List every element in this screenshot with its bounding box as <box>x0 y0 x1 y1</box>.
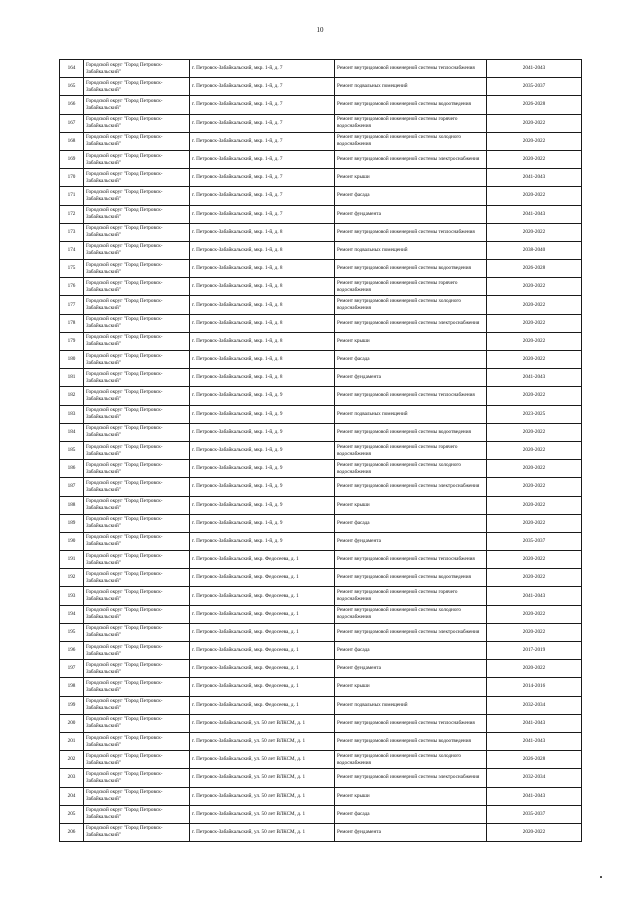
table-row <box>60 478 582 496</box>
period-cell: 2020-2022 <box>487 314 582 332</box>
municipality-cell: Городской округ "Город Петровск-Забайкальский" <box>84 132 190 150</box>
table-row <box>60 187 582 205</box>
address-cell: г. Петровск-Забайкальский, мкр. 1-й, д. 8 <box>190 241 335 259</box>
address-cell: г. Петровск-Забайкальский, мкр. 1-й, д. 7 <box>190 114 335 132</box>
municipality-cell: Городской округ "Город Петровск-Забайкальский" <box>84 314 190 332</box>
period-cell: 2020-2022 <box>487 496 582 514</box>
municipality-cell: Городской округ "Город Петровск-Забайкальский" <box>84 96 190 114</box>
row-number-cell: 187 <box>60 478 84 496</box>
address-cell: г. Петровск-Забайкальский, мкр. 1-й, д. 8 <box>190 332 335 350</box>
period-cell: 2020-2022 <box>487 551 582 569</box>
address-cell: г. Петровск-Забайкальский, мкр. 1-й, д. 9 <box>190 532 335 550</box>
table-row <box>60 332 582 350</box>
table-row <box>60 569 582 587</box>
row-number-cell: 178 <box>60 314 84 332</box>
row-number-cell: 179 <box>60 332 84 350</box>
work-type-cell: Ремонт фасада <box>335 642 487 660</box>
municipality-cell: Городской округ "Город Петровск-Забайкальский" <box>84 696 190 714</box>
row-number-cell: 200 <box>60 714 84 732</box>
row-number-cell: 190 <box>60 532 84 550</box>
period-cell: 2041-2043 <box>487 587 582 605</box>
table-row <box>60 532 582 550</box>
table-row <box>60 423 582 441</box>
municipality-cell: Городской округ "Город Петровск-Забайкальский" <box>84 496 190 514</box>
municipality-cell: Городской округ "Город Петровск-Забайкальский" <box>84 569 190 587</box>
row-number-cell: 172 <box>60 205 84 223</box>
table-row <box>60 514 582 532</box>
address-cell: г. Петровск-Забайкальский, ул. 50 лет ВЛКСМ, д. 1 <box>190 787 335 805</box>
period-cell: 2020-2022 <box>487 514 582 532</box>
period-cell: 2020-2022 <box>487 605 582 623</box>
address-cell: г. Петровск-Забайкальский, мкр. 1-й, д. 7 <box>190 187 335 205</box>
table-row <box>60 751 582 769</box>
municipality-cell: Городской округ "Город Петровск-Забайкальский" <box>84 551 190 569</box>
municipality-cell: Городской округ "Город Петровск-Забайкальский" <box>84 478 190 496</box>
address-cell: г. Петровск-Забайкальский, мкр. 1-й, д. 9 <box>190 387 335 405</box>
work-type-cell: Ремонт внутридомовой инженерной системы теплоснабжения <box>335 551 487 569</box>
municipality-cell: Городской округ "Город Петровск-Забайкальский" <box>84 823 190 841</box>
work-type-cell: Ремонт подвальных помещений <box>335 78 487 96</box>
address-cell: г. Петровск-Забайкальский, мкр. 1-й, д. 9 <box>190 514 335 532</box>
municipality-cell: Городской округ "Город Петровск-Забайкальский" <box>84 423 190 441</box>
work-type-cell: Ремонт внутридомовой инженерной системы теплоснабжения <box>335 387 487 405</box>
address-cell: г. Петровск-Забайкальский, мкр. 1-й, д. 7 <box>190 150 335 168</box>
row-number-cell: 189 <box>60 514 84 532</box>
period-cell: 2020-2022 <box>487 223 582 241</box>
address-cell: г. Петровск-Забайкальский, мкр. Федосеева, д. 1 <box>190 587 335 605</box>
address-cell: г. Петровск-Забайкальский, мкр. 1-й, д. 8 <box>190 260 335 278</box>
period-cell: 2035-2037 <box>487 805 582 823</box>
address-cell: г. Петровск-Забайкальский, мкр. Федосеева, д. 1 <box>190 660 335 678</box>
row-number-cell: 171 <box>60 187 84 205</box>
work-type-cell: Ремонт крыши <box>335 332 487 350</box>
work-type-cell: Ремонт внутридомовой инженерной системы теплоснабжения <box>335 223 487 241</box>
municipality-cell: Городской округ "Город Петровск-Забайкальский" <box>84 205 190 223</box>
work-type-cell: Ремонт внутридомовой инженерной системы теплоснабжения <box>335 60 487 78</box>
work-type-cell: Ремонт внутридомовой инженерной системы водоотведения <box>335 732 487 750</box>
address-cell: г. Петровск-Забайкальский, мкр. 1-й, д. 9 <box>190 405 335 423</box>
table-row <box>60 405 582 423</box>
period-cell: 2020-2022 <box>487 132 582 150</box>
table-row <box>60 150 582 168</box>
table-row <box>60 278 582 296</box>
municipality-cell: Городской округ "Город Петровск-Забайкальский" <box>84 351 190 369</box>
municipality-cell: Городской округ "Город Петровск-Забайкальский" <box>84 805 190 823</box>
row-number-cell: 191 <box>60 551 84 569</box>
address-cell: г. Петровск-Забайкальский, ул. 50 лет ВЛКСМ, д. 1 <box>190 732 335 750</box>
address-cell: г. Петровск-Забайкальский, мкр. 1-й, д. 8 <box>190 369 335 387</box>
row-number-cell: 188 <box>60 496 84 514</box>
municipality-cell: Городской округ "Город Петровск-Забайкальский" <box>84 78 190 96</box>
row-number-cell: 195 <box>60 623 84 641</box>
table-row <box>60 223 582 241</box>
row-number-cell: 206 <box>60 823 84 841</box>
work-type-cell: Ремонт внутридомовой инженерной системы водоотведения <box>335 96 487 114</box>
table-row <box>60 623 582 641</box>
work-type-cell: Ремонт внутридомовой инженерной системы теплоснабжения <box>335 714 487 732</box>
table-row <box>60 441 582 459</box>
municipality-cell: Городской округ "Город Петровск-Забайкальский" <box>84 260 190 278</box>
row-number-cell: 176 <box>60 278 84 296</box>
address-cell: г. Петровск-Забайкальский, мкр. 1-й, д. 7 <box>190 60 335 78</box>
period-cell: 2020-2022 <box>487 187 582 205</box>
period-cell: 2020-2022 <box>487 278 582 296</box>
municipality-cell: Городской округ "Город Петровск-Забайкальский" <box>84 405 190 423</box>
table-row <box>60 387 582 405</box>
row-number-cell: 175 <box>60 260 84 278</box>
row-number-cell: 165 <box>60 78 84 96</box>
address-cell: г. Петровск-Забайкальский, ул. 50 лет ВЛКСМ, д. 1 <box>190 805 335 823</box>
row-number-cell: 173 <box>60 223 84 241</box>
work-type-cell: Ремонт внутридомовой инженерной системы холодного водоснабжения <box>335 751 487 769</box>
work-type-cell: Ремонт внутридомовой инженерной системы электроснабжения <box>335 478 487 496</box>
address-cell: г. Петровск-Забайкальский, ул. 50 лет ВЛКСМ, д. 1 <box>190 823 335 841</box>
address-cell: г. Петровск-Забайкальский, мкр. 1-й, д. 7 <box>190 96 335 114</box>
period-cell: 2032-2034 <box>487 769 582 787</box>
address-cell: г. Петровск-Забайкальский, ул. 50 лет ВЛКСМ, д. 1 <box>190 751 335 769</box>
table-row <box>60 660 582 678</box>
period-cell: 2020-2022 <box>487 441 582 459</box>
work-type-cell: Ремонт фундамента <box>335 205 487 223</box>
address-cell: г. Петровск-Забайкальский, мкр. 1-й, д. 7 <box>190 205 335 223</box>
row-number-cell: 204 <box>60 787 84 805</box>
municipality-cell: Городской округ "Город Петровск-Забайкальский" <box>84 605 190 623</box>
row-number-cell: 167 <box>60 114 84 132</box>
table-row <box>60 805 582 823</box>
period-cell: 2026-2028 <box>487 96 582 114</box>
table-row <box>60 205 582 223</box>
row-number-cell: 202 <box>60 751 84 769</box>
work-type-cell: Ремонт внутридомовой инженерной системы водоотведения <box>335 260 487 278</box>
work-type-cell: Ремонт внутридомовой инженерной системы холодного водоснабжения <box>335 132 487 150</box>
address-cell: г. Петровск-Забайкальский, мкр. 1-й, д. 7 <box>190 132 335 150</box>
address-cell: г. Петровск-Забайкальский, мкр. 1-й, д. 9 <box>190 496 335 514</box>
period-cell: 2020-2022 <box>487 423 582 441</box>
period-cell: 2020-2022 <box>487 478 582 496</box>
municipality-cell: Городской округ "Город Петровск-Забайкальский" <box>84 732 190 750</box>
period-cell: 2041-2043 <box>487 369 582 387</box>
period-cell: 2023-2025 <box>487 405 582 423</box>
address-cell: г. Петровск-Забайкальский, мкр. Федосеева, д. 1 <box>190 623 335 641</box>
scan-speck <box>600 876 602 878</box>
municipality-cell: Городской округ "Город Петровск-Забайкальский" <box>84 623 190 641</box>
period-cell: 2014-2016 <box>487 678 582 696</box>
address-cell: г. Петровск-Забайкальский, мкр. Федосеева, д. 1 <box>190 642 335 660</box>
work-type-cell: Ремонт внутридомовой инженерной системы водоотведения <box>335 569 487 587</box>
municipality-cell: Городской округ "Город Петровск-Забайкальский" <box>84 787 190 805</box>
period-cell: 2041-2043 <box>487 205 582 223</box>
period-cell: 2041-2043 <box>487 169 582 187</box>
work-type-cell: Ремонт внутридомовой инженерной системы электроснабжения <box>335 150 487 168</box>
address-cell: г. Петровск-Забайкальский, мкр. 1-й, д. 9 <box>190 460 335 478</box>
row-number-cell: 166 <box>60 96 84 114</box>
address-cell: г. Петровск-Забайкальский, мкр. 1-й, д. 8 <box>190 223 335 241</box>
municipality-cell: Городской округ "Город Петровск-Забайкальский" <box>84 441 190 459</box>
row-number-cell: 198 <box>60 678 84 696</box>
work-type-cell: Ремонт фасада <box>335 187 487 205</box>
row-number-cell: 196 <box>60 642 84 660</box>
row-number-cell: 169 <box>60 150 84 168</box>
municipality-cell: Городской округ "Город Петровск-Забайкальский" <box>84 223 190 241</box>
work-type-cell: Ремонт фундамента <box>335 660 487 678</box>
table-row <box>60 60 582 78</box>
work-type-cell: Ремонт внутридомовой инженерной системы горячего водоснабжения <box>335 441 487 459</box>
municipality-cell: Городской округ "Город Петровск-Забайкальский" <box>84 587 190 605</box>
period-cell: 2035-2037 <box>487 532 582 550</box>
work-type-cell: Ремонт фундамента <box>335 369 487 387</box>
work-type-cell: Ремонт внутридомовой инженерной системы электроснабжения <box>335 769 487 787</box>
row-number-cell: 182 <box>60 387 84 405</box>
table-row <box>60 714 582 732</box>
work-type-cell: Ремонт подвальных помещений <box>335 696 487 714</box>
address-cell: г. Петровск-Забайкальский, мкр. Федосеева, д. 1 <box>190 569 335 587</box>
work-type-cell: Ремонт крыши <box>335 169 487 187</box>
row-number-cell: 164 <box>60 60 84 78</box>
work-type-cell: Ремонт фасада <box>335 805 487 823</box>
municipality-cell: Городской округ "Город Петровск-Забайкальский" <box>84 60 190 78</box>
row-number-cell: 192 <box>60 569 84 587</box>
table-row <box>60 78 582 96</box>
address-cell: г. Петровск-Забайкальский, мкр. 1-й, д. 8 <box>190 314 335 332</box>
period-cell: 2017-2019 <box>487 642 582 660</box>
repair-schedule-table <box>59 59 582 842</box>
municipality-cell: Городской округ "Город Петровск-Забайкальский" <box>84 278 190 296</box>
municipality-cell: Городской округ "Город Петровск-Забайкальский" <box>84 387 190 405</box>
period-cell: 2041-2043 <box>487 60 582 78</box>
row-number-cell: 203 <box>60 769 84 787</box>
table-row <box>60 260 582 278</box>
period-cell: 2020-2022 <box>487 332 582 350</box>
work-type-cell: Ремонт крыши <box>335 678 487 696</box>
period-cell: 2020-2022 <box>487 296 582 314</box>
table-row <box>60 678 582 696</box>
municipality-cell: Городской округ "Город Петровск-Забайкальский" <box>84 660 190 678</box>
table-row <box>60 587 582 605</box>
work-type-cell: Ремонт подвальных помещений <box>335 241 487 259</box>
municipality-cell: Городской округ "Город Петровск-Забайкальский" <box>84 532 190 550</box>
row-number-cell: 181 <box>60 369 84 387</box>
table-row <box>60 769 582 787</box>
period-cell: 2020-2022 <box>487 114 582 132</box>
period-cell: 2026-2028 <box>487 751 582 769</box>
address-cell: г. Петровск-Забайкальский, мкр. Федосеева, д. 1 <box>190 551 335 569</box>
table-row <box>60 369 582 387</box>
period-cell: 2041-2043 <box>487 787 582 805</box>
table-row <box>60 296 582 314</box>
row-number-cell: 184 <box>60 423 84 441</box>
period-cell: 2026-2028 <box>487 260 582 278</box>
period-cell: 2038-2040 <box>487 241 582 259</box>
address-cell: г. Петровск-Забайкальский, мкр. 1-й, д. 7 <box>190 169 335 187</box>
row-number-cell: 193 <box>60 587 84 605</box>
address-cell: г. Петровск-Забайкальский, мкр. 1-й, д. 9 <box>190 441 335 459</box>
period-cell: 2020-2022 <box>487 150 582 168</box>
municipality-cell: Городской округ "Город Петровск-Забайкальский" <box>84 150 190 168</box>
address-cell: г. Петровск-Забайкальский, мкр. 1-й, д. 7 <box>190 78 335 96</box>
row-number-cell: 180 <box>60 351 84 369</box>
municipality-cell: Городской округ "Город Петровск-Забайкальский" <box>84 769 190 787</box>
municipality-cell: Городской округ "Город Петровск-Забайкальский" <box>84 332 190 350</box>
period-cell: 2020-2022 <box>487 460 582 478</box>
address-cell: г. Петровск-Забайкальский, мкр. 1-й, д. 8 <box>190 278 335 296</box>
municipality-cell: Городской округ "Город Петровск-Забайкальский" <box>84 369 190 387</box>
period-cell: 2032-2034 <box>487 696 582 714</box>
municipality-cell: Городской округ "Город Петровск-Забайкальский" <box>84 642 190 660</box>
address-cell: г. Петровск-Забайкальский, ул. 50 лет ВЛКСМ, д. 1 <box>190 714 335 732</box>
work-type-cell: Ремонт внутридомовой инженерной системы холодного водоснабжения <box>335 296 487 314</box>
row-number-cell: 197 <box>60 660 84 678</box>
work-type-cell: Ремонт фасада <box>335 514 487 532</box>
period-cell: 2020-2022 <box>487 660 582 678</box>
table-row <box>60 496 582 514</box>
municipality-cell: Городской округ "Город Петровск-Забайкальский" <box>84 241 190 259</box>
row-number-cell: 199 <box>60 696 84 714</box>
row-number-cell: 186 <box>60 460 84 478</box>
period-cell: 2020-2022 <box>487 351 582 369</box>
table-row <box>60 96 582 114</box>
table-row <box>60 132 582 150</box>
table-row <box>60 787 582 805</box>
address-cell: г. Петровск-Забайкальский, ул. 50 лет ВЛКСМ, д. 1 <box>190 769 335 787</box>
table-row <box>60 351 582 369</box>
table-row <box>60 460 582 478</box>
row-number-cell: 174 <box>60 241 84 259</box>
table-row <box>60 605 582 623</box>
row-number-cell: 185 <box>60 441 84 459</box>
address-cell: г. Петровск-Забайкальский, мкр. 1-й, д. 9 <box>190 423 335 441</box>
work-type-cell: Ремонт внутридомовой инженерной системы холодного водоснабжения <box>335 460 487 478</box>
municipality-cell: Городской округ "Город Петровск-Забайкальский" <box>84 296 190 314</box>
work-type-cell: Ремонт фундамента <box>335 823 487 841</box>
address-cell: г. Петровск-Забайкальский, мкр. 1-й, д. 8 <box>190 296 335 314</box>
address-cell: г. Петровск-Забайкальский, мкр. 1-й, д. 8 <box>190 351 335 369</box>
municipality-cell: Городской округ "Город Петровск-Забайкальский" <box>84 460 190 478</box>
table-row <box>60 823 582 841</box>
period-cell: 2035-2037 <box>487 78 582 96</box>
table-row <box>60 114 582 132</box>
municipality-cell: Городской округ "Город Петровск-Забайкальский" <box>84 714 190 732</box>
row-number-cell: 177 <box>60 296 84 314</box>
work-type-cell: Ремонт внутридомовой инженерной системы горячего водоснабжения <box>335 587 487 605</box>
table-row <box>60 551 582 569</box>
row-number-cell: 194 <box>60 605 84 623</box>
municipality-cell: Городской округ "Город Петровск-Забайкальский" <box>84 114 190 132</box>
municipality-cell: Городской округ "Город Петровск-Забайкальский" <box>84 169 190 187</box>
work-type-cell: Ремонт фундамента <box>335 532 487 550</box>
period-cell: 2041-2043 <box>487 714 582 732</box>
page-number: 10 <box>316 26 324 34</box>
municipality-cell: Городской округ "Город Петровск-Забайкальский" <box>84 678 190 696</box>
work-type-cell: Ремонт внутридомовой инженерной системы электроснабжения <box>335 623 487 641</box>
work-type-cell: Ремонт внутридомовой инженерной системы электроснабжения <box>335 314 487 332</box>
period-cell: 2020-2022 <box>487 623 582 641</box>
work-type-cell: Ремонт внутридомовой инженерной системы холодного водоснабжения <box>335 605 487 623</box>
table-row <box>60 696 582 714</box>
municipality-cell: Городской округ "Город Петровск-Забайкальский" <box>84 514 190 532</box>
row-number-cell: 201 <box>60 732 84 750</box>
table-row <box>60 241 582 259</box>
period-cell: 2020-2022 <box>487 823 582 841</box>
table-row <box>60 314 582 332</box>
work-type-cell: Ремонт крыши <box>335 787 487 805</box>
address-cell: г. Петровск-Забайкальский, мкр. 1-й, д. 9 <box>190 478 335 496</box>
address-cell: г. Петровск-Забайкальский, мкр. Федосеева, д. 1 <box>190 678 335 696</box>
period-cell: 2020-2022 <box>487 387 582 405</box>
work-type-cell: Ремонт внутридомовой инженерной системы водоотведения <box>335 423 487 441</box>
period-cell: 2020-2022 <box>487 569 582 587</box>
work-type-cell: Ремонт внутридомовой инженерной системы горячего водоснабжения <box>335 114 487 132</box>
municipality-cell: Городской округ "Город Петровск-Забайкальский" <box>84 751 190 769</box>
row-number-cell: 170 <box>60 169 84 187</box>
table-row <box>60 732 582 750</box>
address-cell: г. Петровск-Забайкальский, мкр. Федосеева, д. 1 <box>190 605 335 623</box>
municipality-cell: Городской округ "Город Петровск-Забайкальский" <box>84 187 190 205</box>
work-type-cell: Ремонт крыши <box>335 496 487 514</box>
row-number-cell: 205 <box>60 805 84 823</box>
work-type-cell: Ремонт внутридомовой инженерной системы горячего водоснабжения <box>335 278 487 296</box>
row-number-cell: 183 <box>60 405 84 423</box>
table-row <box>60 642 582 660</box>
period-cell: 2041-2043 <box>487 732 582 750</box>
work-type-cell: Ремонт фасада <box>335 351 487 369</box>
table-row <box>60 169 582 187</box>
address-cell: г. Петровск-Забайкальский, мкр. Федосеева, д. 1 <box>190 696 335 714</box>
row-number-cell: 168 <box>60 132 84 150</box>
work-type-cell: Ремонт подвальных помещений <box>335 405 487 423</box>
